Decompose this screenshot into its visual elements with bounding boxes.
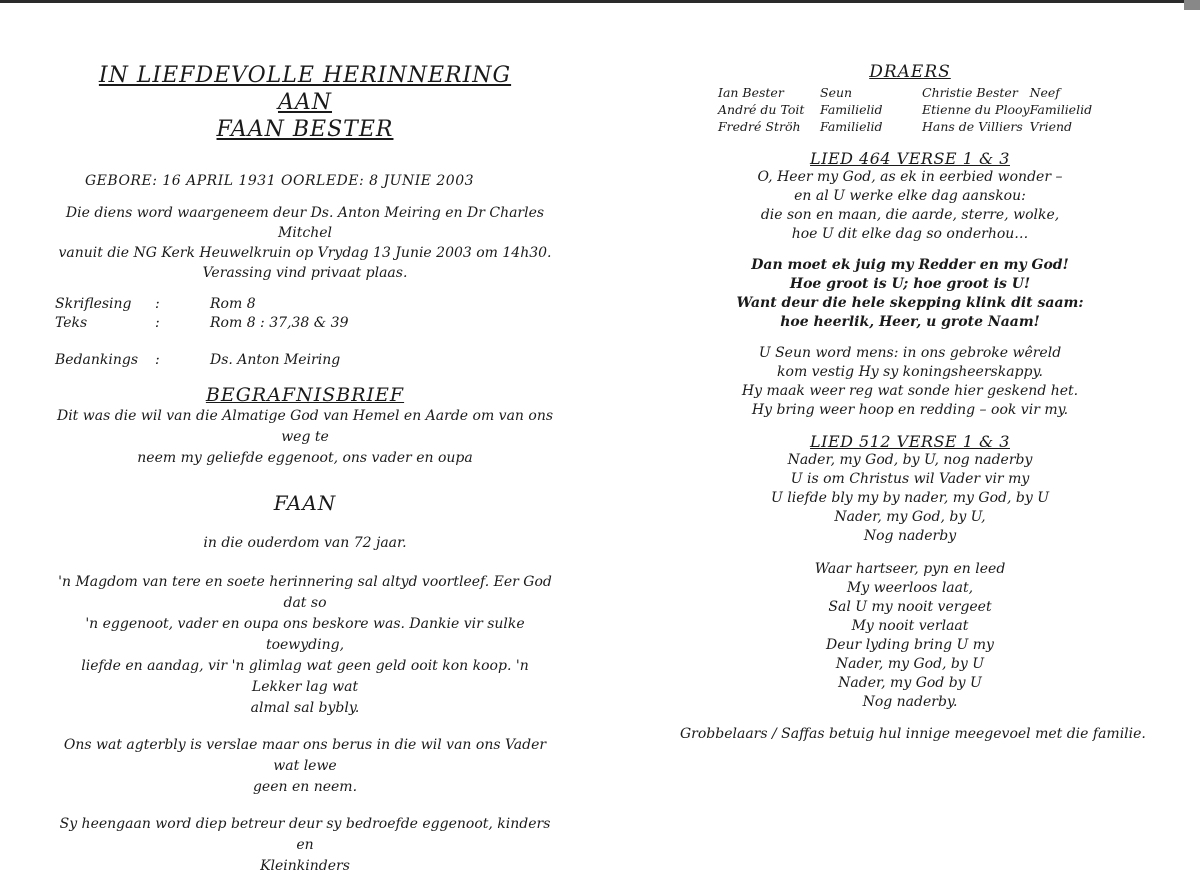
age-line: in die ouderdom van 72 jaar. bbox=[203, 535, 407, 551]
verse-line: en al U werke elke dag aanskou: bbox=[794, 188, 1026, 204]
verse-line: Nader, my God by U bbox=[838, 675, 982, 691]
verse-line: U liefde bly my by nader, my God, by U bbox=[770, 490, 1050, 506]
title-line-3: FAAN BESTER bbox=[216, 117, 394, 142]
verse-line: Sal U my nooit vergeet bbox=[828, 599, 992, 615]
bearer-relation: Seun bbox=[820, 85, 853, 100]
service-details-table bbox=[55, 295, 348, 370]
service-line: Die diens word waargeneem deur Ds. Anton Meiring en Dr Charles Mitchel bbox=[65, 205, 545, 241]
detail-sep: : bbox=[155, 315, 160, 331]
grief-paragraph bbox=[55, 814, 555, 877]
detail-row-thanks bbox=[55, 351, 348, 370]
text-line: neem my geliefde eggenoot, ons vader en oupa bbox=[137, 450, 473, 466]
verse-line: die son en maan, die aarde, sterre, wolke, bbox=[760, 207, 1060, 223]
song2-verse3 bbox=[680, 560, 1140, 712]
verse-line: Want deur die hele skepping klink dit saam: bbox=[736, 295, 1084, 311]
detail-sep: : bbox=[155, 296, 160, 312]
text-line: 'n eggenoot, vader en oupa ons beskore was. Dankie vir sulke toewyding, bbox=[85, 616, 525, 653]
text-line: almal sal bybly. bbox=[250, 700, 360, 716]
verse-line: Dan moet ek juig my Redder en my God! bbox=[751, 257, 1069, 273]
scan-top-edge bbox=[0, 0, 1200, 3]
bearer-relation: Familielid bbox=[820, 102, 883, 117]
verse-line: Nog naderby bbox=[863, 528, 957, 544]
birth-death-dates: GEBORE: 16 APRIL 1931 OORLEDE: 8 JUNIE 2003 bbox=[85, 173, 475, 189]
detail-sep: : bbox=[155, 352, 160, 368]
left-page bbox=[55, 62, 555, 877]
text-line: 'n Magdom van tere en soete herinnering sal altyd voortleef. Eer God dat so bbox=[58, 574, 552, 611]
detail-value: Ds. Anton Meiring bbox=[210, 352, 341, 368]
detail-row-text bbox=[55, 314, 348, 333]
detail-value: Rom 8 bbox=[210, 296, 256, 312]
bearer-name: Etienne du Plooy bbox=[922, 102, 1030, 117]
verse-line: kom vestig Hy sy koningsheerskappy. bbox=[777, 364, 1043, 380]
service-info bbox=[55, 203, 555, 283]
text-line: Sy heengaan word diep betreur deur sy bedroefde eggenoot, kinders en bbox=[59, 816, 551, 853]
bearer-row bbox=[718, 118, 1092, 135]
title-line-1: IN LIEFDEVOLLE HERINNERING bbox=[98, 63, 512, 88]
text-line: Ons wat agterbly is verslae maar ons berus in die wil van ons Vader wat lewe bbox=[63, 737, 547, 774]
bearer-name: Christie Bester bbox=[922, 85, 1018, 100]
verse-line: Nader, my God, by U, nog naderby bbox=[787, 452, 1033, 468]
song2-title: LIED 512 VERSE 1 & 3 bbox=[810, 432, 1010, 451]
verse-line: U Seun word mens: in ons gebroke wêreld bbox=[758, 345, 1062, 361]
bearer-relation: Familielid bbox=[820, 119, 883, 134]
detail-label: Bedankings bbox=[55, 352, 139, 368]
song1-verse1 bbox=[680, 168, 1140, 244]
text-line: liefde en aandag, vir 'n glimlag wat geen geld ooit kon koop. 'n Lekker lag wat bbox=[81, 658, 529, 695]
remain-paragraph bbox=[55, 735, 555, 798]
verse-line: Hy maak weer reg wat sonde hier geskend het. bbox=[741, 383, 1079, 399]
bearer-relation: Familielid bbox=[1029, 102, 1093, 117]
bearer-row bbox=[718, 84, 1092, 101]
verse-line: Nog naderby. bbox=[862, 694, 958, 710]
text-line: Dit was die wil van die Almatige God van Hemel en Aarde om van ons weg te bbox=[56, 408, 554, 445]
bearer-relation: Vriend bbox=[1029, 119, 1073, 134]
bearers-title: DRAERS bbox=[869, 62, 951, 82]
verse-line: Hoe groot is U; hoe groot is U! bbox=[789, 276, 1031, 292]
service-line: Verassing vind privaat plaas. bbox=[202, 265, 408, 281]
condolence-footer: Grobbelaars / Saffas betuig hul innige meegevoel met die familie. bbox=[680, 726, 1146, 742]
detail-row-scripture bbox=[55, 295, 348, 314]
song1-verse3 bbox=[680, 344, 1140, 420]
detail-label: Skriflesing bbox=[55, 296, 132, 312]
bearer-relation: Neef bbox=[1029, 85, 1060, 100]
verse-line: hoe heerlik, Heer, u grote Naam! bbox=[780, 314, 1040, 330]
verse-line: Hy bring weer hoop en redding – ook vir my. bbox=[751, 402, 1069, 418]
bearer-name: Fredré Ströh bbox=[718, 119, 801, 134]
verse-line: Waar hartseer, pyn en leed bbox=[814, 561, 1006, 577]
scan-corner-mark bbox=[1184, 0, 1200, 10]
memory-paragraph bbox=[55, 572, 555, 719]
bearer-name: Hans de Villiers bbox=[922, 119, 1023, 134]
verse-line: Nader, my God, by U, bbox=[834, 509, 986, 525]
service-line: vanuit die NG Kerk Heuwelkruin op Vrydag 13 Junie 2003 om 14h30. bbox=[58, 245, 552, 261]
bearers-table bbox=[718, 84, 1092, 135]
title-line-2: AAN bbox=[277, 90, 333, 115]
verse-line: O, Heer my God, as ek in eerbied wonder – bbox=[757, 169, 1063, 185]
verse-line: hoe U dit elke dag so onderhou… bbox=[791, 226, 1029, 242]
detail-label: Teks bbox=[55, 315, 88, 331]
deceased-name: FAAN bbox=[273, 491, 337, 515]
verse-line: U is om Christus wil Vader vir my bbox=[790, 471, 1030, 487]
right-page bbox=[680, 62, 1146, 742]
detail-value: Rom 8 : 37,38 & 39 bbox=[210, 315, 349, 331]
text-line: Kleinkinders bbox=[260, 858, 350, 874]
song1-chorus bbox=[680, 256, 1140, 332]
letter-heading: BEGRAFNISBRIEF bbox=[205, 384, 405, 406]
verse-line: Nader, my God, by U bbox=[835, 656, 985, 672]
bearer-row bbox=[718, 101, 1092, 118]
bearer-name: André du Toit bbox=[718, 102, 805, 117]
song2-verse1 bbox=[680, 451, 1140, 546]
text-line: geen en neem. bbox=[252, 779, 358, 795]
verse-line: Deur lyding bring U my bbox=[826, 637, 994, 653]
letter-paragraph bbox=[55, 406, 555, 469]
bearer-name: Ian Bester bbox=[718, 85, 784, 100]
verse-line: My nooit verlaat bbox=[851, 618, 969, 634]
verse-line: My weerloos laat, bbox=[846, 580, 974, 596]
song1-title: LIED 464 VERSE 1 & 3 bbox=[810, 149, 1010, 168]
